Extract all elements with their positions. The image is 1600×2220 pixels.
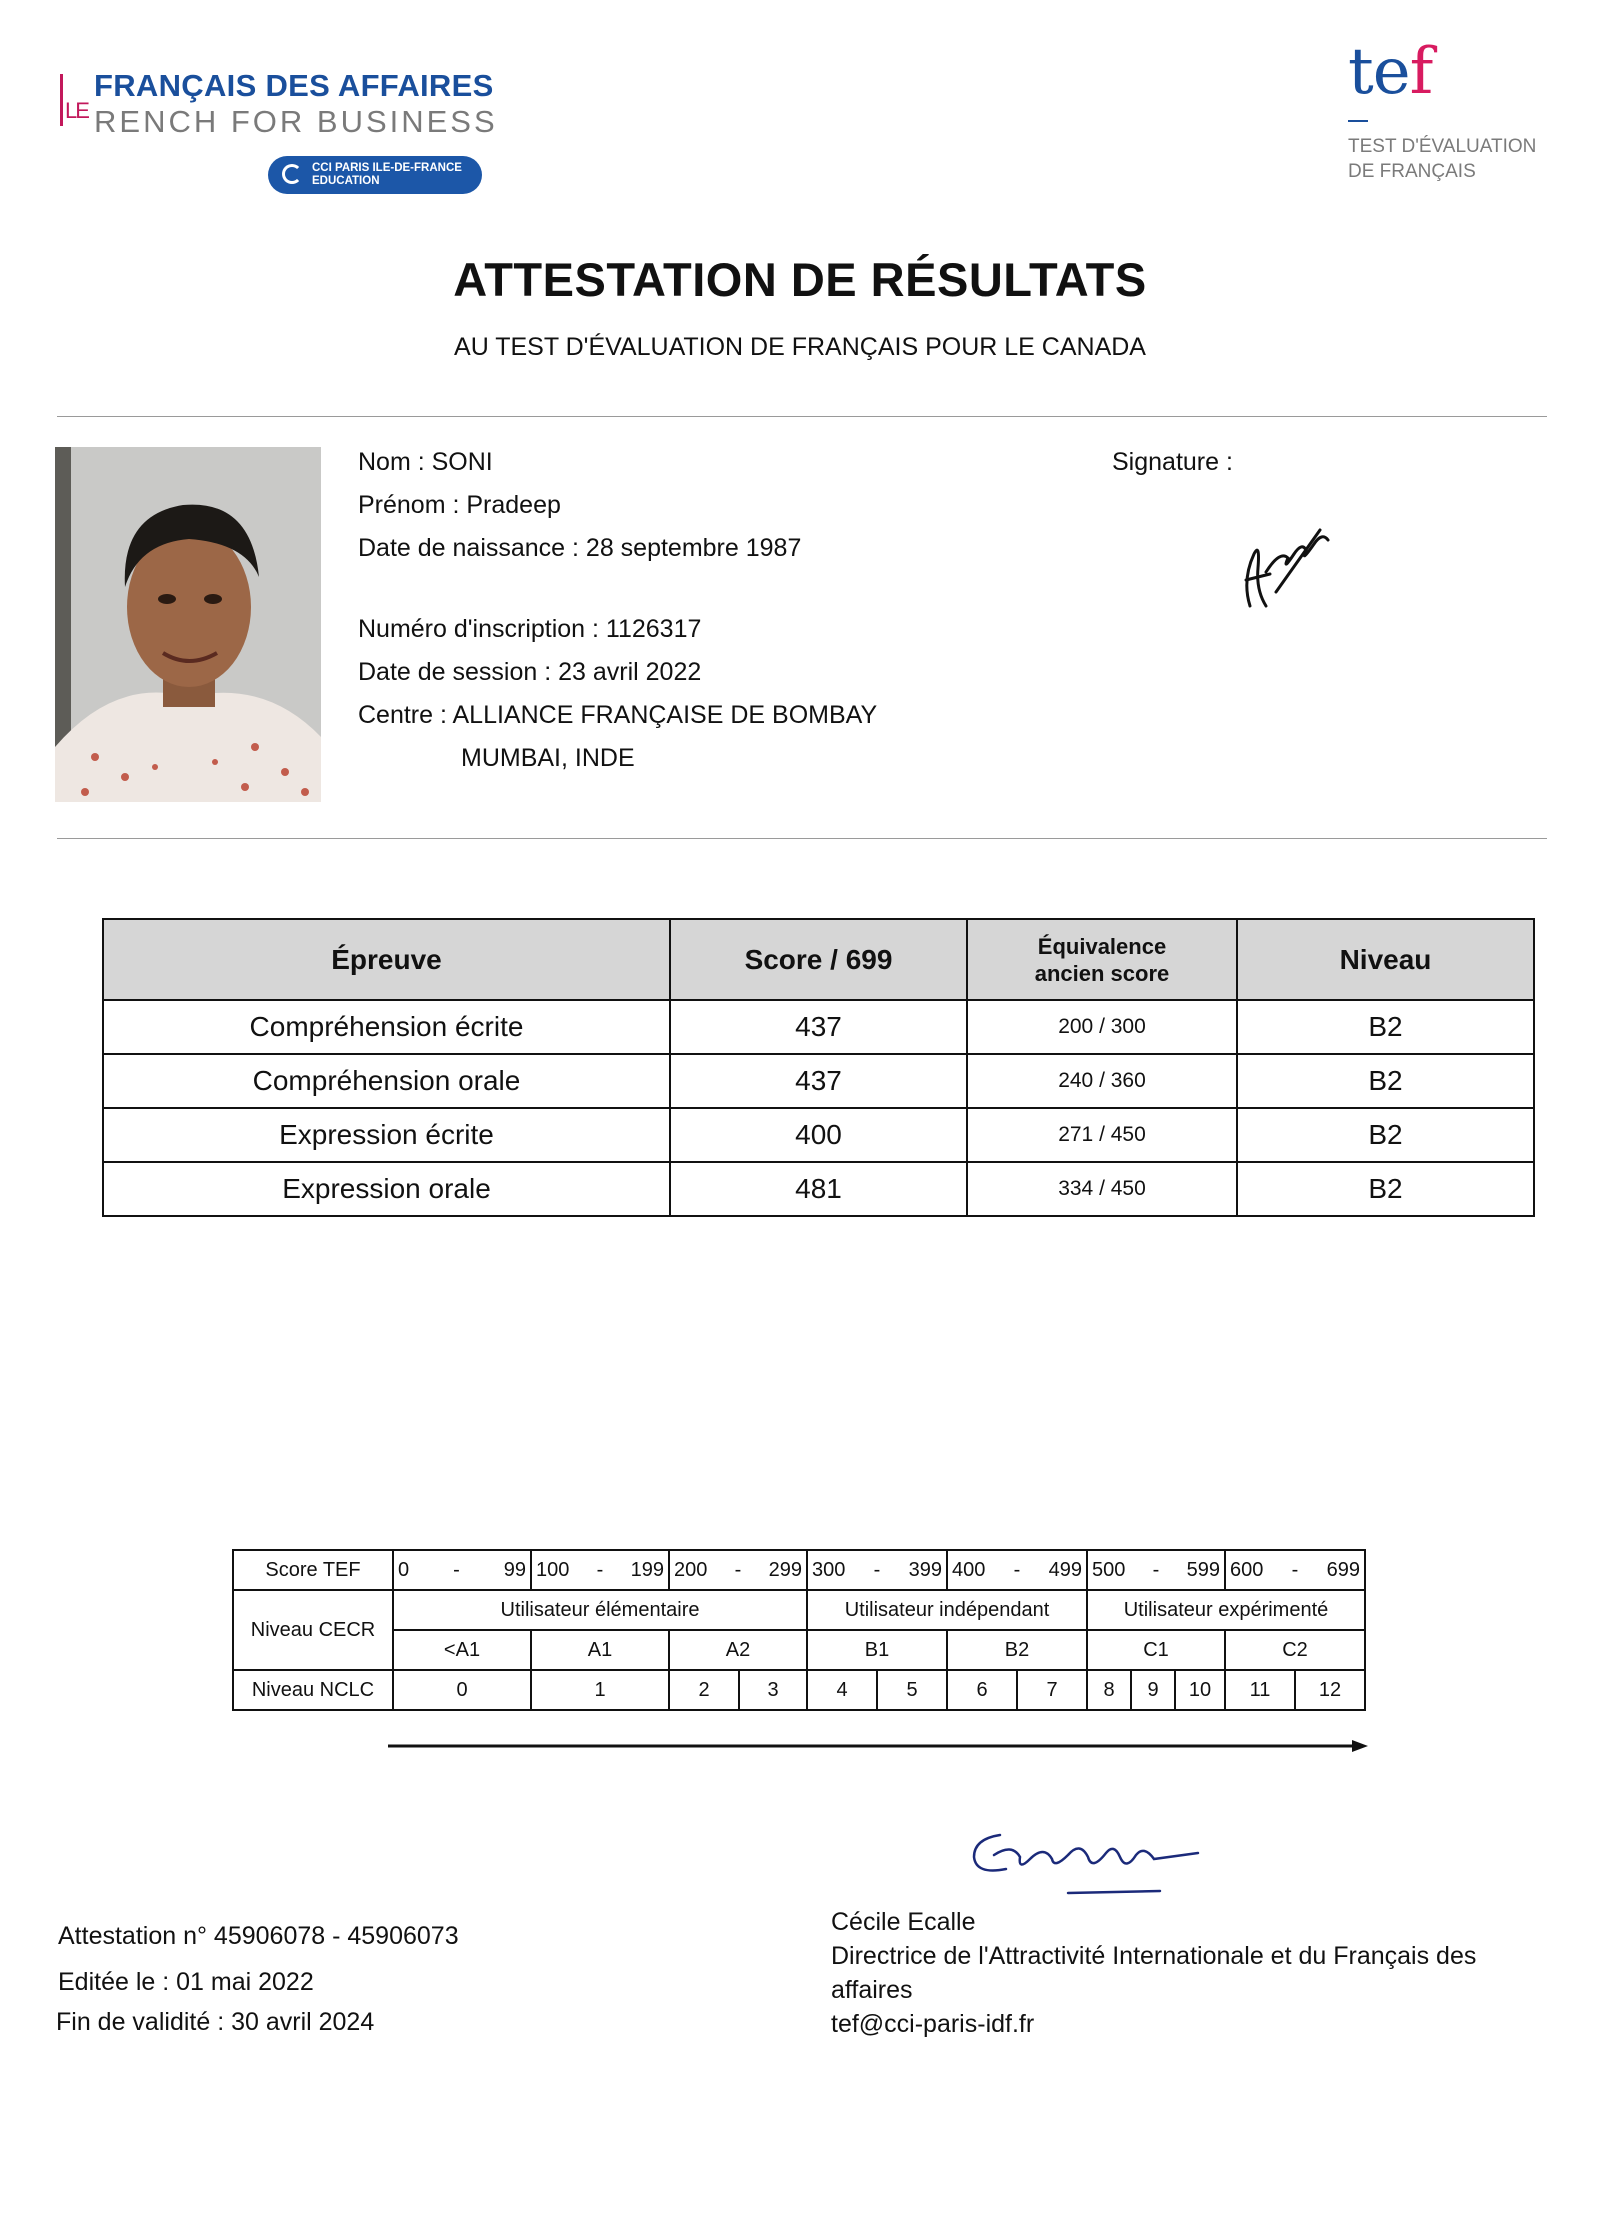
logo-line-2: RENCH FOR BUSINESS xyxy=(94,104,498,139)
divider-top xyxy=(57,416,1547,417)
scale-nclc-cell: 1 xyxy=(531,1670,669,1710)
tef-word-f: f xyxy=(1409,35,1433,109)
scale-nclc-cell: 11 xyxy=(1225,1670,1295,1710)
scale-nclc-cell: 3 xyxy=(739,1670,807,1710)
table-row xyxy=(103,1162,1534,1216)
candidate-centre-city: MUMBAI, INDE xyxy=(461,744,635,772)
scale-cecr-cell: A1 xyxy=(531,1630,669,1670)
results-header-row xyxy=(103,919,1534,1000)
cell-score: 400 xyxy=(670,1108,967,1162)
attestation-number: Attestation n° 45906078 - 45906073 xyxy=(58,1922,459,1950)
scale-nclc-cell: 10 xyxy=(1175,1670,1225,1710)
cell-epreuve: Compréhension écrite xyxy=(103,1000,670,1054)
scale-nclc-cell: 9 xyxy=(1131,1670,1175,1710)
scale-row-groups xyxy=(233,1590,1365,1630)
cci-icon xyxy=(282,164,302,184)
header-equivalence xyxy=(967,919,1237,1000)
scale-row-cecr xyxy=(233,1630,1365,1670)
header-equivalence-line-2: ancien score xyxy=(1034,960,1170,986)
candidate-prenom: Prénom : Pradeep xyxy=(358,491,561,519)
logo-line-1: FRANÇAIS DES AFFAIRES xyxy=(94,68,494,103)
scale-nclc-cell: 12 xyxy=(1295,1670,1365,1710)
tef-word-te: te xyxy=(1348,35,1410,109)
scale-range-3: 300 - 399 xyxy=(807,1550,947,1590)
tef-sub-1: TEST D'ÉVALUATION xyxy=(1348,136,1537,157)
scale-range-4: 400 - 499 xyxy=(947,1550,1087,1590)
document-title: ATTESTATION DE RÉSULTATS xyxy=(453,253,1147,306)
signature-label: Signature : xyxy=(1112,448,1233,476)
scale-cecr-cell: C2 xyxy=(1225,1630,1365,1670)
header-niveau: Niveau xyxy=(1237,919,1534,1000)
director-signature xyxy=(960,1815,1200,1895)
tef-subtitle xyxy=(1348,134,1536,184)
candidate-signature xyxy=(1236,510,1336,620)
scale-nclc-cell: 6 xyxy=(947,1670,1017,1710)
cell-epreuve: Expression orale xyxy=(103,1162,670,1216)
cell-niveau: B2 xyxy=(1237,1054,1534,1108)
scale-range-2: 200 - 299 xyxy=(669,1550,807,1590)
scale-row-nclc xyxy=(233,1670,1365,1710)
scale-label-nclc: Niveau NCLC xyxy=(233,1670,393,1710)
results-table xyxy=(102,918,1535,1217)
cell-score: 481 xyxy=(670,1162,967,1216)
scale-cecr-cell: B1 xyxy=(807,1630,947,1670)
scale-range-0: 0 - 99 xyxy=(393,1550,531,1590)
scale-arrow xyxy=(388,1738,1368,1754)
scale-range-6: 600 - 699 xyxy=(1225,1550,1365,1590)
cci-badge xyxy=(268,156,482,194)
cell-ancien-score: 334 / 450 xyxy=(967,1162,1237,1216)
cell-ancien-score: 271 / 450 xyxy=(967,1108,1237,1162)
scale-nclc-cell: 7 xyxy=(1017,1670,1087,1710)
cell-epreuve: Expression écrite xyxy=(103,1108,670,1162)
cell-ancien-score: 240 / 360 xyxy=(967,1054,1237,1108)
table-row xyxy=(103,1000,1534,1054)
scale-row-score xyxy=(233,1550,1365,1590)
scale-group-independant: Utilisateur indépendant xyxy=(807,1590,1087,1630)
candidate-nom: Nom : SONI xyxy=(358,448,493,476)
scale-nclc-cell: 2 xyxy=(669,1670,739,1710)
scale-cecr-cell: A2 xyxy=(669,1630,807,1670)
francais-des-affaires-logo xyxy=(60,60,500,200)
scale-nclc-cell: 0 xyxy=(393,1670,531,1710)
scale-range-5: 500 - 599 xyxy=(1087,1550,1225,1590)
scale-nclc-cell: 8 xyxy=(1087,1670,1131,1710)
cell-score: 437 xyxy=(670,1000,967,1054)
cell-niveau: B2 xyxy=(1237,1000,1534,1054)
scale-nclc-cell: 5 xyxy=(877,1670,947,1710)
cell-niveau: B2 xyxy=(1237,1108,1534,1162)
signer-title-line-2: affaires xyxy=(831,1976,913,2004)
cell-epreuve: Compréhension orale xyxy=(103,1054,670,1108)
validity-end-date: Fin de validité : 30 avril 2024 xyxy=(56,2008,375,2036)
score-scale-table xyxy=(232,1549,1366,1711)
tef-rule xyxy=(1348,120,1368,122)
document-subtitle: AU TEST D'ÉVALUATION DE FRANÇAIS POUR LE CANADA xyxy=(454,333,1146,361)
signer-title-line-1: Directrice de l'Attractivité Internationale et du Français des xyxy=(831,1942,1477,1970)
candidate-date-session: Date de session : 23 avril 2022 xyxy=(358,658,702,686)
header-epreuve: Épreuve xyxy=(103,919,670,1000)
le-mark-text: LE xyxy=(65,98,88,123)
scale-label-cecr: Niveau CECR xyxy=(233,1590,393,1670)
scale-cecr-cell: <A1 xyxy=(393,1630,531,1670)
header-score: Score / 699 xyxy=(670,919,967,1000)
divider-bottom xyxy=(57,838,1547,839)
edition-date: Editée le : 01 mai 2022 xyxy=(58,1968,314,1996)
tef-sub-2: DE FRANÇAIS xyxy=(1348,161,1476,182)
cci-badge-line-1: CCI PARIS ILE-DE-FRANCE xyxy=(312,162,462,174)
scale-group-elementaire: Utilisateur élémentaire xyxy=(393,1590,807,1630)
scale-range-1: 100 - 199 xyxy=(531,1550,669,1590)
table-row xyxy=(103,1054,1534,1108)
le-mark xyxy=(60,74,88,126)
scale-group-experimente: Utilisateur expérimenté xyxy=(1087,1590,1365,1630)
scale-cecr-cell: C1 xyxy=(1087,1630,1225,1670)
cci-badge-line-2: EDUCATION xyxy=(312,175,380,187)
signer-name: Cécile Ecalle xyxy=(831,1908,976,1936)
candidate-numero-inscription: Numéro d'inscription : 1126317 xyxy=(358,615,702,643)
tef-wordmark xyxy=(1348,35,1433,109)
candidate-date-naissance: Date de naissance : 28 septembre 1987 xyxy=(358,534,802,562)
candidate-photo xyxy=(55,447,321,802)
tef-logo xyxy=(1340,35,1560,190)
cell-niveau: B2 xyxy=(1237,1162,1534,1216)
scale-label-score: Score TEF xyxy=(233,1550,393,1590)
scale-cecr-cell: B2 xyxy=(947,1630,1087,1670)
cci-badge-text xyxy=(312,162,462,188)
table-row xyxy=(103,1108,1534,1162)
candidate-centre: Centre : ALLIANCE FRANÇAISE DE BOMBAY xyxy=(358,701,878,729)
cell-score: 437 xyxy=(670,1054,967,1108)
scale-nclc-cell: 4 xyxy=(807,1670,877,1710)
signer-email: tef@cci-paris-idf.fr xyxy=(831,2010,1035,2038)
header-equivalence-line-1: Équivalence xyxy=(1037,933,1167,959)
cell-ancien-score: 200 / 300 xyxy=(967,1000,1237,1054)
